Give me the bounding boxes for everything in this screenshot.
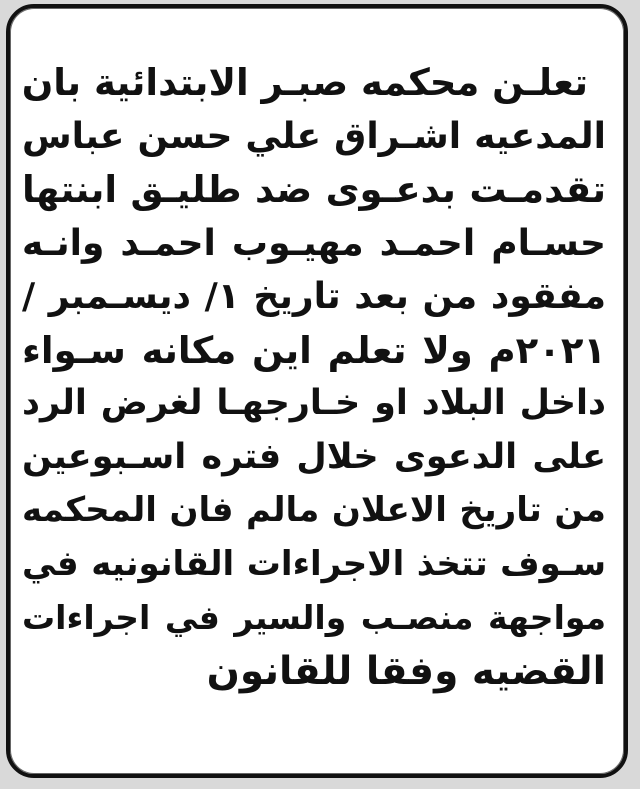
notice-line-3: تقدمـت بدعـوى ضد طليـق ابنتها (22, 168, 606, 211)
notice-line-5: مفقود من بعد تاريخ ١/ ديسـمبر / (22, 276, 606, 317)
notice-line-6: ٢٠٢١م ولا تعلم اين مكانه سـواء (22, 328, 606, 372)
notice-line-2: المدعيه اشـراق علي حسن عباس (22, 115, 606, 157)
notice-line-9: من تاريخ الاعلان مالم فان المحكمه (22, 490, 606, 530)
notice-line-10: سـوف تتخذ الاجراءات القانونيه في (22, 543, 606, 584)
notice-line-4: حسـام احمـد مهيـوب احمـد وانـه (22, 222, 606, 264)
notice-line-1: تعلـن محكمه صبـر الابتدائية بان (21, 61, 588, 104)
notice-line-7: داخل البلاد او خـارجهـا لغرض الرد (22, 383, 606, 423)
notice-line-12: القضيه وفقا للقانون (206, 648, 606, 694)
court-notice-text (22, 56, 606, 698)
notice-line-11: مواجهة منصـب والسير في اجراءات (22, 598, 606, 637)
notice-line-8: على الدعوى خلال فتره اسـبوعين (22, 436, 606, 477)
